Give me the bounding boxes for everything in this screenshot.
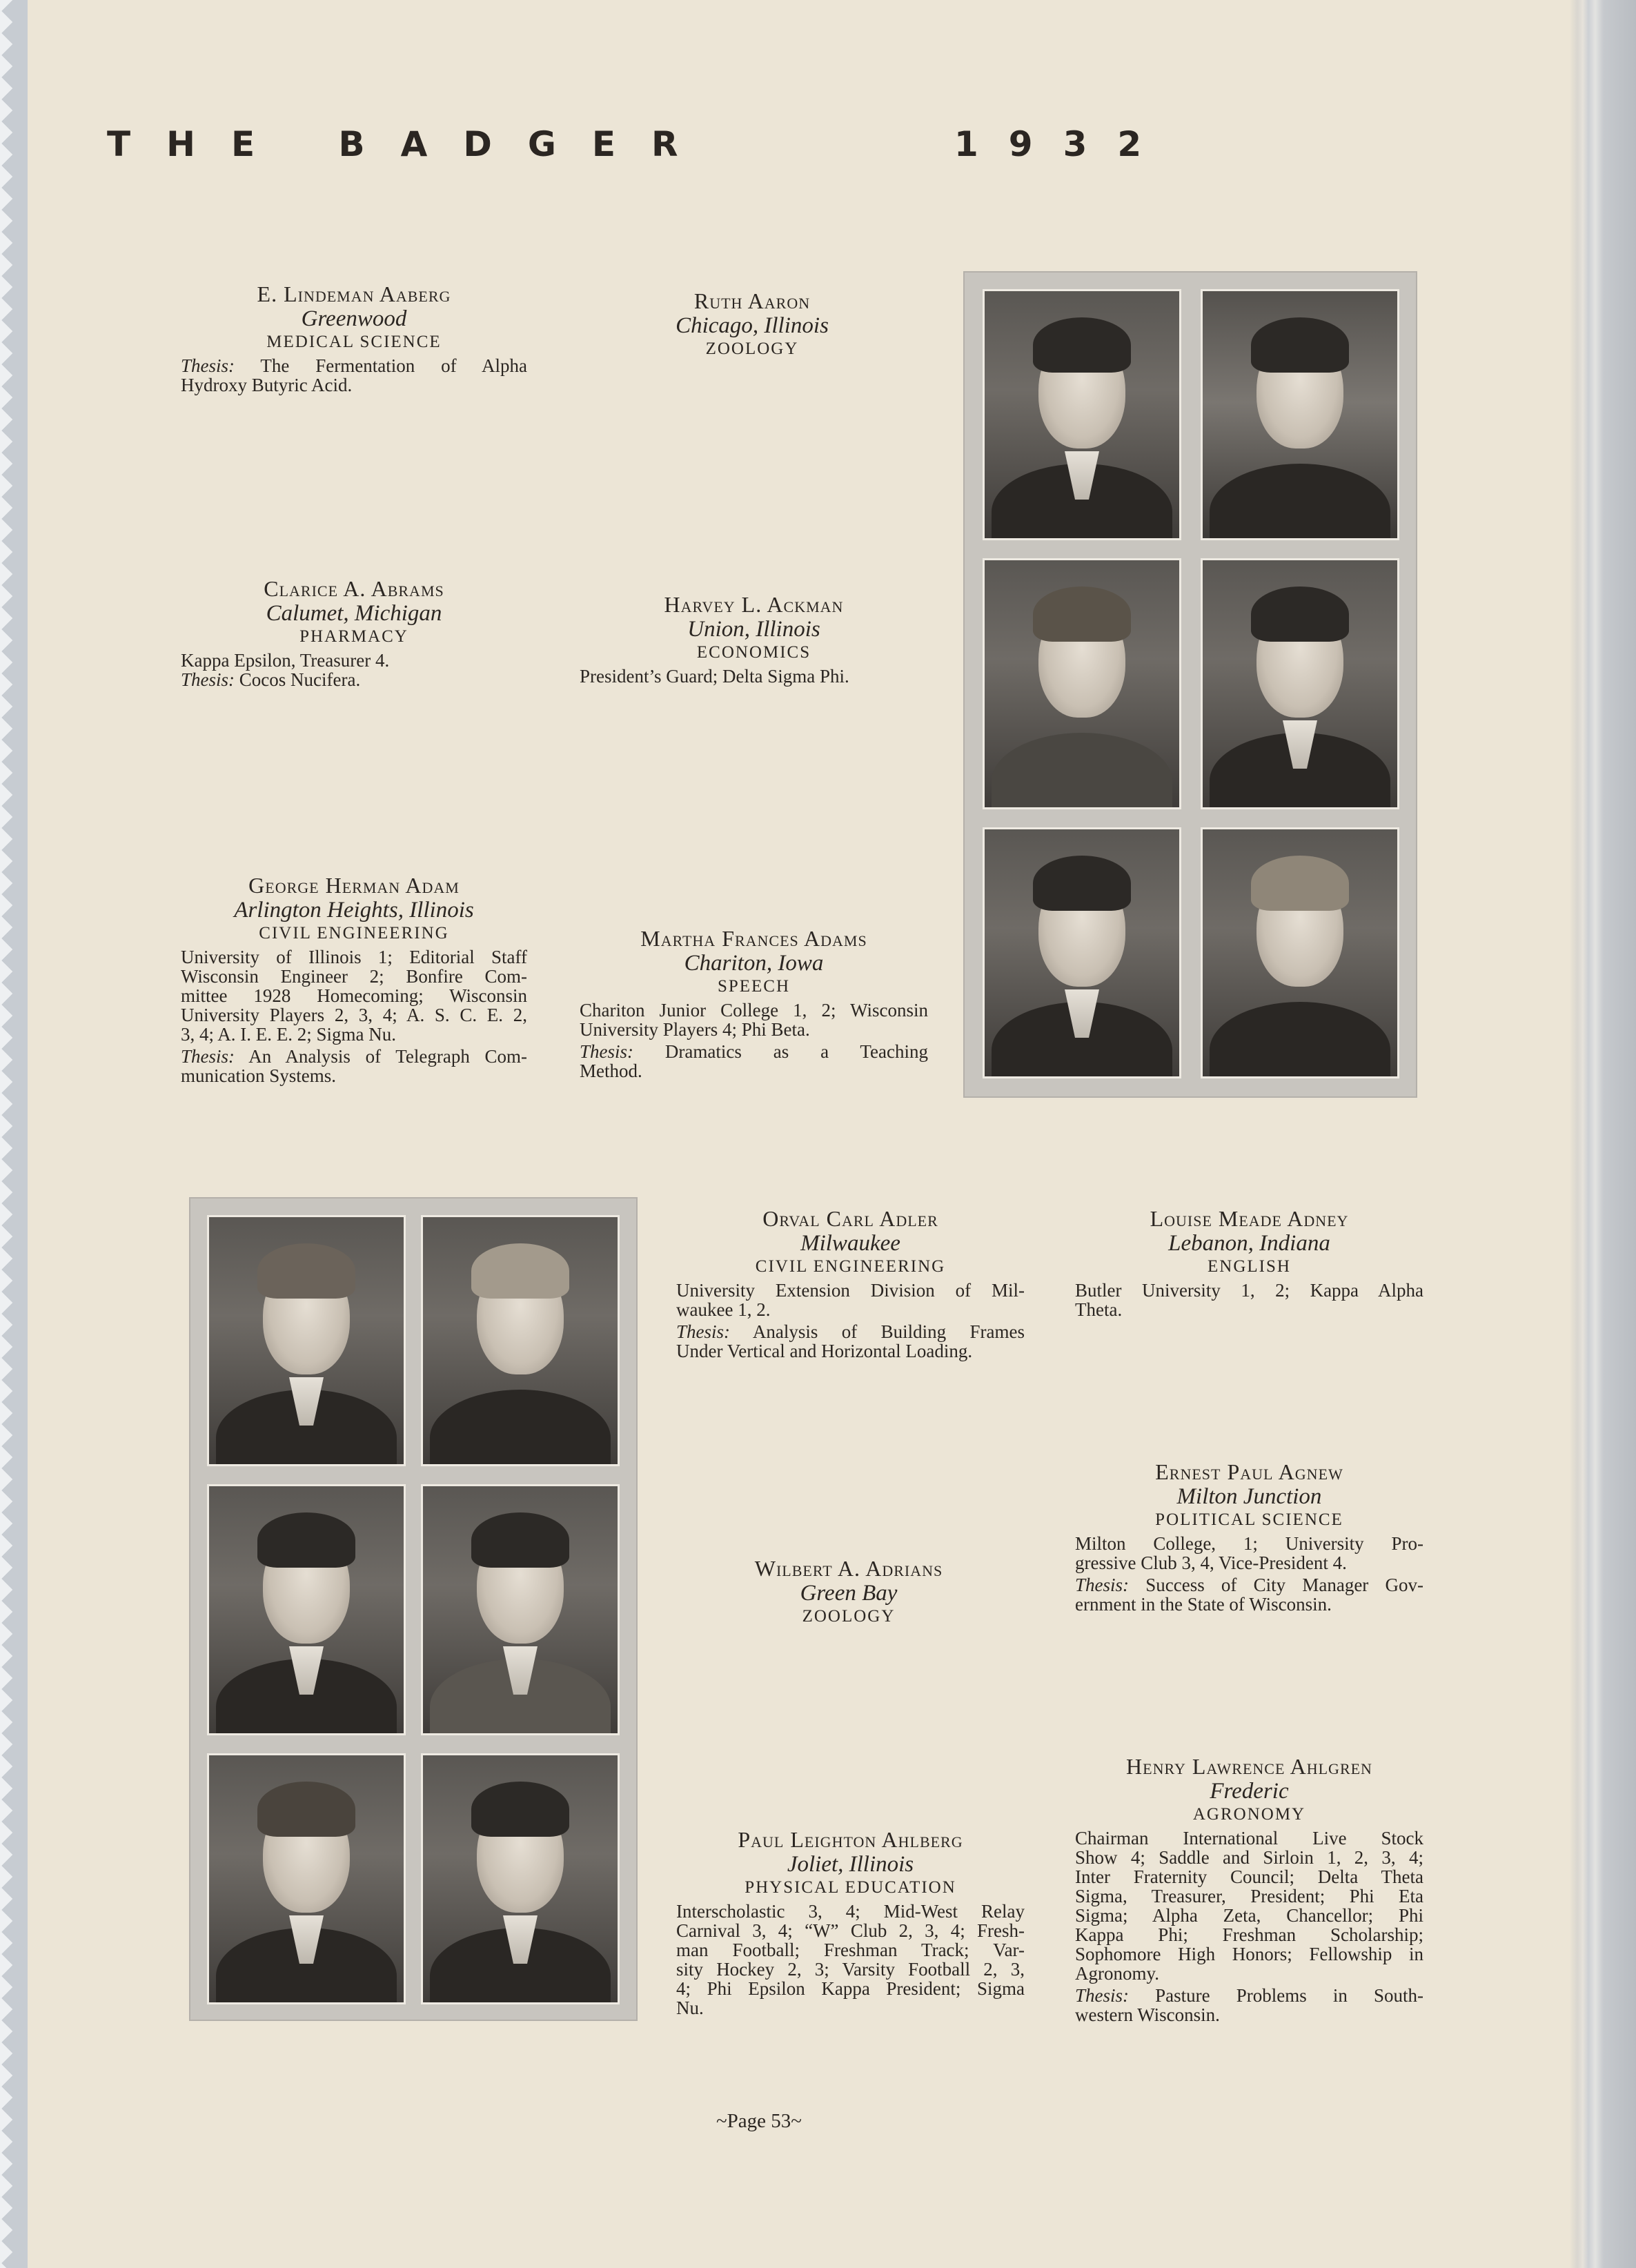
student-name: George Herman Adam <box>248 873 460 898</box>
student-name: Ruth Aaron <box>693 288 811 313</box>
right-border-decoration <box>1570 0 1636 2268</box>
student-thesis: Thesis: Analysis of Building Frames Under Vertical and Horizontal Loading. <box>676 1321 1025 1361</box>
portrait-photo-aaberg <box>983 289 1181 540</box>
thesis-label: Thesis: <box>676 1321 731 1342</box>
thesis-label: Thesis: <box>181 669 235 690</box>
student-hometown: Lebanon, Indiana <box>1168 1231 1330 1256</box>
student-major: CIVIL ENGINEERING <box>259 924 449 943</box>
student-major: MEDICAL SCIENCE <box>266 333 442 351</box>
student-name: Orval Carl Adler <box>762 1206 938 1231</box>
student-name: Harvey L. Ackman <box>664 592 844 617</box>
portrait-photo-agnew <box>421 1484 620 1735</box>
student-details: Milton College, 1; University Pro- gressive Club 3, 4, Vice-President 4. <box>1075 1533 1423 1573</box>
page-header <box>107 124 1211 179</box>
student-thesis: Thesis: An Analysis of Telegraph Com- munication Systems. <box>181 1046 527 1086</box>
student-name: Paul Leighton Ahlberg <box>738 1827 963 1852</box>
thesis-label: Thesis: <box>580 1041 634 1062</box>
portrait-photo-abrams <box>983 558 1181 809</box>
student-thesis: Thesis: Success of City Manager Gov- ernment in the State of Wisconsin. <box>1075 1575 1423 1615</box>
student-major: ECONOMICS <box>696 643 811 662</box>
student-major: ZOOLOGY <box>705 339 799 358</box>
student-name: Ernest Paul Agnew <box>1155 1459 1343 1484</box>
student-major: ENGLISH <box>1208 1257 1291 1276</box>
thesis-label: Thesis: <box>181 1046 235 1067</box>
student-major: SPEECH <box>717 977 791 996</box>
student-details: University of Illinois 1; Editorial Staff Wisconsin Engineer 2; Bonfire Com- mittee 1928 Homecoming; Wisconsin University Players 2, 3, 4; A. S. C. E. 2, 3, 4; A. I. E. E. 2; Sigma Nu. <box>181 947 527 1045</box>
student-details: President’s Guard; Delta Sigma Phi. <box>580 666 849 687</box>
student-details: University Extension Division of Mil- waukee 1, 2. <box>676 1280 1025 1320</box>
yearbook-year: 1932 <box>954 124 1172 164</box>
entry-adrians <box>718 1556 980 1628</box>
entry-ahlberg <box>676 1827 1025 2018</box>
thesis-label: Thesis: <box>1075 1575 1130 1595</box>
entry-agnew <box>1075 1459 1423 1614</box>
student-hometown: Green Bay <box>800 1581 898 1606</box>
student-name: Henry Lawrence Ahlgren <box>1126 1754 1372 1779</box>
left-border-decoration <box>0 0 28 2268</box>
student-name: Martha Frances Adams <box>640 926 867 951</box>
student-details: Interscholastic 3, 4; Mid-West Relay Carnival 3, 4; “W” Club 2, 3, 4; Fresh- man Football; Freshman Track; Var- sity Hockey 2, 3; Varsity Football 2, 3, 4; Phi Epsilon Kappa President; Sigma Nu. <box>676 1901 1025 2018</box>
yearbook-title: THE BADGER <box>107 124 714 164</box>
student-hometown: Joliet, Illinois <box>787 1852 914 1877</box>
student-name: Wilbert A. Adrians <box>754 1556 943 1581</box>
portrait-photo-adam <box>983 827 1181 1078</box>
student-hometown: Calumet, Michigan <box>266 601 442 626</box>
portrait-photo-ahlberg <box>207 1753 406 2004</box>
student-major: PHARMACY <box>299 627 408 646</box>
portrait-photo-adams <box>1201 827 1399 1078</box>
photo-panel-bottom <box>189 1197 638 2021</box>
student-major: AGRONOMY <box>1192 1805 1306 1824</box>
thesis-label: Thesis: <box>1075 1985 1130 2006</box>
entry-adney <box>1075 1206 1423 1319</box>
photo-panel-top <box>963 271 1417 1098</box>
entry-ackman <box>580 592 928 686</box>
student-details: Butler University 1, 2; Kappa Alpha Theta. <box>1075 1280 1423 1320</box>
student-name: Louise Meade Adney <box>1150 1206 1349 1231</box>
student-details: Kappa Epsilon, Treasurer 4. Thesis: Cocos Nucifera. <box>181 650 390 690</box>
student-hometown: Arlington Heights, Illinois <box>234 898 474 923</box>
student-major: ZOOLOGY <box>802 1607 896 1626</box>
entry-ahlgren <box>1075 1754 1423 2024</box>
student-details: Chairman International Live Stock Show 4; Saddle and Sirloin 1, 2, 3, 4; Inter Fraternity Council; Delta Theta Sigma, Treasurer, President; Phi Eta Sigma; Alpha Zeta, Chancellor; Phi Kappa Phi; Freshman Scholarship; Sophomore High Honors; Fellowship in Agronomy. <box>1075 1828 1423 1984</box>
student-major: CIVIL ENGINEERING <box>755 1257 946 1276</box>
student-details: Thesis: The Fermentation of Alpha Hydroxy Butyric Acid. <box>181 355 527 395</box>
entry-adam <box>181 873 527 1085</box>
thesis-label: Thesis: <box>181 355 235 376</box>
entry-adams <box>580 926 928 1081</box>
student-hometown: Union, Illinois <box>687 617 820 642</box>
student-hometown: Chicago, Illinois <box>676 313 829 338</box>
student-hometown: Chariton, Iowa <box>684 951 824 976</box>
student-hometown: Milwaukee <box>800 1231 900 1256</box>
student-major: POLITICAL SCIENCE <box>1155 1510 1343 1529</box>
portrait-photo-adler <box>207 1215 406 1466</box>
student-hometown: Greenwood <box>301 306 407 331</box>
portrait-photo-ackman <box>1201 558 1399 809</box>
student-thesis: Thesis: Pasture Problems in South- western Wisconsin. <box>1075 1985 1423 2025</box>
portrait-photo-adney <box>421 1215 620 1466</box>
student-name: Clarice A. Abrams <box>264 576 444 601</box>
portrait-photo-adrians <box>207 1484 406 1735</box>
entry-aaberg <box>181 282 527 395</box>
student-details: Chariton Junior College 1, 2; Wisconsin University Players 4; Phi Beta. <box>580 1000 928 1040</box>
student-thesis: Thesis: Dramatics as a Teaching Method. <box>580 1041 928 1081</box>
entry-aaron <box>621 288 883 360</box>
entry-abrams <box>181 576 527 689</box>
portrait-photo-ahlgren <box>421 1753 620 2004</box>
student-hometown: Milton Junction <box>1176 1484 1322 1509</box>
student-name: E. Lindeman Aaberg <box>257 282 451 306</box>
student-major: PHYSICAL EDUCATION <box>745 1878 956 1897</box>
student-hometown: Frederic <box>1210 1779 1289 1804</box>
entry-adler <box>676 1206 1025 1361</box>
page-number: ~Page 53~ <box>716 2110 802 2132</box>
portrait-photo-aaron <box>1201 289 1399 540</box>
